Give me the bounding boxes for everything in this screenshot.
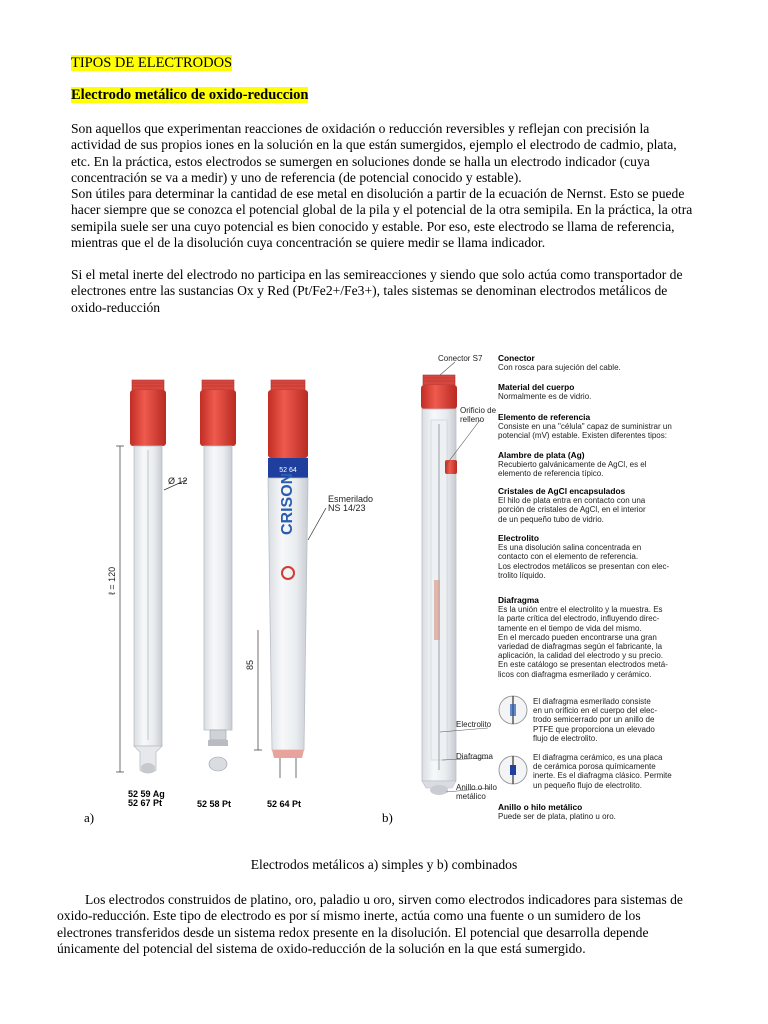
text-line: hacer siempre que se conozca el potencial global de la pila y el potencial de la otra semipila. En la práctica, la otra: [71, 202, 693, 218]
desc-conector: Conector Con rosca para sujeción del cable.: [498, 353, 621, 373]
text-line: Los electrodos construidos de platino, oro, paladio u oro, sirven como electrodos indicadores para sistemas de: [85, 892, 683, 907]
paragraph-3: [57, 892, 701, 957]
desc-diafragma-esmerilado: El diafragma esmerilado consiste en un orificio en el cuerpo del elec- trodo semicerrado por un anillo de PTFE que proporciona un elevado flujo de electrolito.: [533, 697, 658, 743]
brand-logo-text: CRISON: [279, 472, 296, 535]
text-line: oxido-reducción. Este tipo de electrodo es por sí mismo inerte, actúa como una fuente o un sumidero de los: [57, 908, 641, 924]
text-line: etc. En la práctica, estos electrodos se sumergen en soluciones donde se halla un electrodo indicador (cuya: [71, 153, 650, 169]
desc-alambre-plata: Alambre de plata (Ag) Recubierto galvánicamente de AgCl, es el elemento de referencia típico.: [498, 450, 647, 479]
length-label: ℓ = 120: [107, 566, 117, 595]
figure-letter-b: b): [382, 810, 393, 825]
document-heading: TIPOS DE ELECTRODOS: [71, 55, 233, 71]
desc-diafragma: Diafragma Es la unión entre el electrolito y la muestra. Es la parte crítica del electrodo, influyendo direc- tamente en el tiempo de vida del mismo. En el mercado pueden encontrarse una gran variedad de diafragmas según el fabricante, la aplicación, la calidad del electrodo y su precio. En este catálogo se presentan electrodos metá- licos con diafragma esmerilado y cerámico.: [498, 595, 668, 679]
text-line: concentración se va a medir) y uno de referencia (de potencial conocido y estable).: [71, 169, 522, 185]
esmerilado-label: Esmerilado NS 14/23: [328, 494, 374, 514]
section-heading: Electrodo metálico de oxido-reduccion: [71, 87, 309, 103]
model-label-a3: 52 64 Pt: [267, 799, 302, 809]
desc-material: Material del cuerpo Normalmente es de vidrio.: [498, 382, 592, 402]
desc-anillo: Anillo o hilo metálico Puede ser de plata, platino u oro.: [498, 802, 616, 822]
text-line: actividad de sus propios iones en la solución en la que están sumergidos, ejemplo el electrodo de cadmio, plata,: [71, 137, 677, 153]
electrode-figure: [60, 340, 720, 840]
text-line: semipila suele ser una cuyo potencial es bien conocido y estable. Por eso, este electrodo se llama de referencia,: [71, 218, 675, 234]
electrode-a2: [200, 380, 236, 771]
desc-referencia: Elemento de referencia Consiste en una "célula" capaz de suministrar un potencial (mV) estable. Existen diferentes tipos:: [498, 412, 672, 441]
text-line: Son útiles para determinar la cantidad de ese metal en disolución a partir de la ecuación de Nernst. Esto se puede: [71, 186, 685, 202]
anillo-tag: Anillo o hilo metálico: [456, 783, 497, 802]
text-line: Si el metal inerte del electrodo no participa en las semireacciones y siendo que solo actúa como transportador de: [71, 267, 683, 282]
electrode-b: [421, 375, 457, 795]
orificio-tag: Orificio de relleno: [460, 406, 497, 425]
electrolito-tag: Electrolito: [456, 720, 492, 729]
text-line: electrones entre las sustancias Ox y Red (Pt/Fe2+/Fe3+), tales sistemas se denominan electrodos metálicos de: [71, 283, 668, 299]
band-label: 52 64: [279, 467, 297, 474]
text-line: oxido-reducción: [71, 299, 161, 315]
diameter-label: Ø 12: [168, 476, 188, 486]
model-label-a1: 52 59 Ag 52 67 Pt: [128, 789, 165, 809]
desc-electrolito: Electrolito Es una disolución salina concentrada en contacto con el elemento de referencia. Los electrodos metálicos se presentan con elec- trolito líquido.: [498, 533, 670, 580]
figure-letter-a: a): [84, 810, 95, 825]
diafragma-tag: Diafragma: [456, 752, 493, 761]
conector-tag: Conector S7: [438, 354, 483, 363]
desc-diafragma-ceramico: El diafragma cerámico, es una placa de cerámica porosa químicamente inerte. Es el diafragma clásico. Permite un pequeño flujo de electrolito.: [533, 753, 672, 790]
electrode-a1: [130, 380, 166, 773]
desc-cristales: Cristales de AgCl encapsulados El hilo de plata entra en contacto con una porción de cristales de AgCl, en el interior de un pequeño tubo de vidrio.: [498, 486, 646, 524]
paragraph-1: [71, 121, 701, 251]
paragraph-2: [71, 267, 701, 316]
text-line: electrones transferidos desde un sistema redox presente en la disolución. El potencial que desarrolla depende: [57, 924, 649, 940]
diaphragm-detail-icons: [499, 696, 527, 784]
text-line: Son aquellos que experimentan reacciones de oxidación o reducción reversibles y reflejan con precisión la: [71, 121, 650, 136]
text-line: mientras que el de la disolución cuya concentración se quiere medir se llama indicador.: [71, 235, 546, 251]
electrode-a3: [268, 380, 308, 778]
model-label-a2: 52 58 Pt: [197, 799, 232, 809]
text-line: únicamente del potencial del sistema de oxido-reducción de la solución en la que está sumergido.: [57, 940, 586, 956]
figure-caption: Electrodos metálicos a) simples y b) combinados: [250, 857, 518, 872]
dim-85-label: 85: [245, 659, 255, 670]
